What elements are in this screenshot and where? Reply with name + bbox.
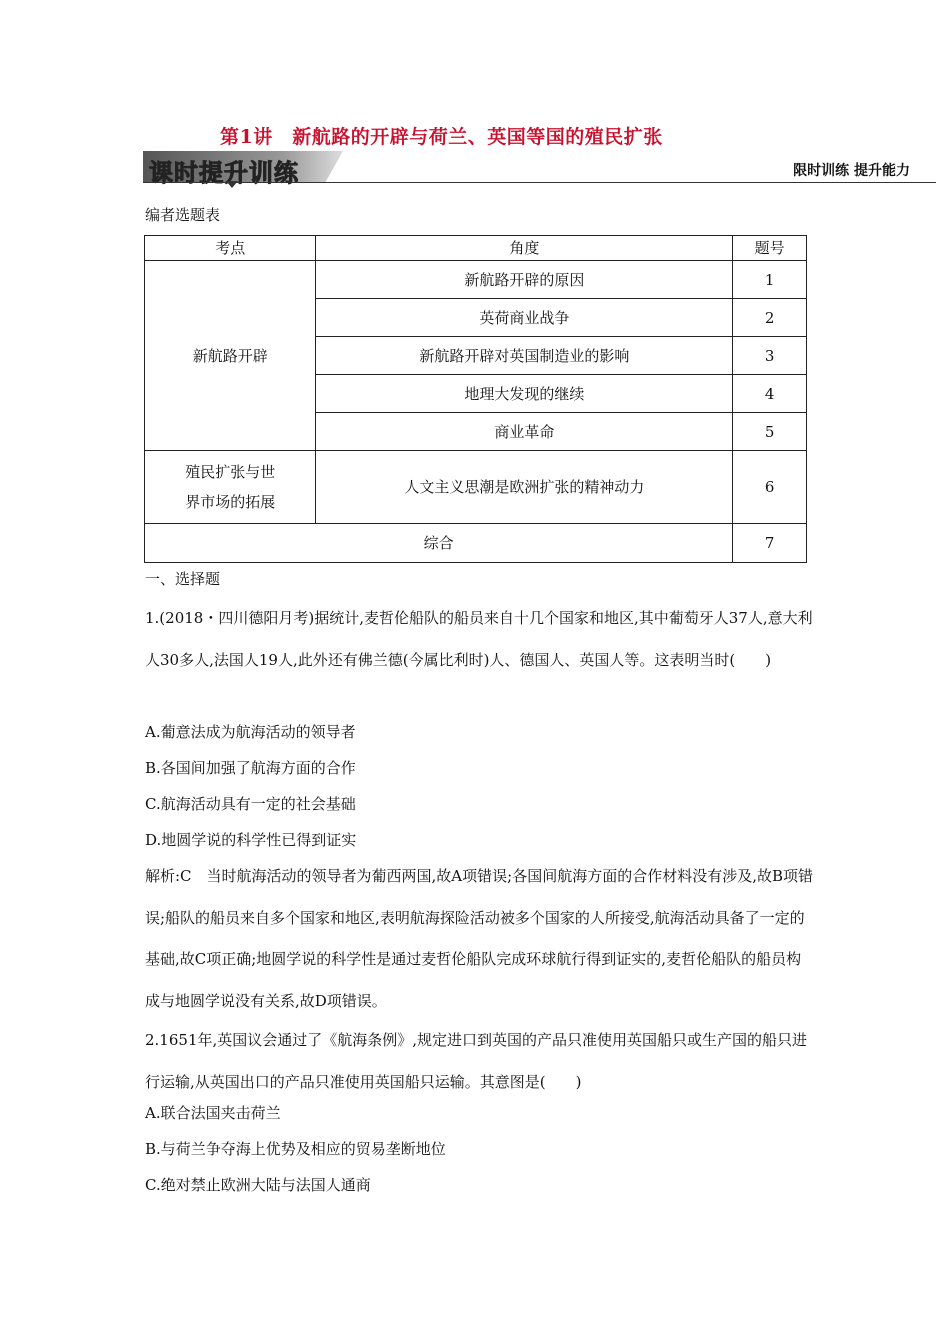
table-row <box>145 524 807 563</box>
header-rule <box>143 182 936 183</box>
topic-cell: 新航路开辟 <box>145 261 316 451</box>
topic-line: 界市场的拓展 <box>185 493 276 511</box>
header-tagline: 限时训练 提升能力 <box>793 163 910 179</box>
section-banner <box>143 151 343 185</box>
angle-cell: 英荷商业战争 <box>316 299 733 337</box>
question-2-option-b: B.与荷兰争夺海上优势及相应的贸易垄断地位 <box>145 1140 446 1158</box>
header-cell: 题号 <box>733 236 807 261</box>
section-heading: 一、选择题 <box>145 570 221 588</box>
table-row <box>145 261 807 299</box>
angle-cell: 新航路开辟的原因 <box>316 261 733 299</box>
question-2-option-a: A.联合法国夹击荷兰 <box>145 1104 281 1122</box>
question-1-option-b: B.各国间加强了航海方面的合作 <box>145 759 356 777</box>
angle-cell: 地理大发现的继续 <box>316 375 733 413</box>
angle-cell: 商业革命 <box>316 413 733 451</box>
question-2-stem: 2.1651年,英国议会通过了《航海条例》,规定进口到英国的产品只准使用英国船只或生产国的船只进行运输,从英国出口的产品只准使用英国船只运输。其意图是( ) <box>145 1031 808 1091</box>
angle-cell: 新航路开辟对英国制造业的影响 <box>316 337 733 375</box>
question-2-option-c: C.绝对禁止欧洲大陆与法国人通商 <box>145 1176 371 1194</box>
table-row <box>145 451 807 524</box>
table-header-row <box>145 236 807 261</box>
question-1-analysis: 解析:C 当时航海活动的领导者为葡西两国,故A项错误;各国间航海方面的合作材料没有涉及,故B项错误;船队的船员来自多个国家和地区,表明航海探险活动被多个国家的人所接受,航海活动具备了一定的基础,故C项正确;地圆学说的科学性是通过麦哲伦船队完成环球航行得到证实的,麦哲伦船队的船员构成与地圆学说没有关系,故D项错误。 <box>145 867 813 1010</box>
banner-label: 课时提升训练 <box>149 159 299 187</box>
number-cell: 4 <box>733 375 807 413</box>
number-cell: 5 <box>733 413 807 451</box>
selection-table <box>144 235 807 563</box>
angle-cell: 人文主义思潮是欧洲扩张的精神动力 <box>316 451 733 524</box>
topic-cell <box>145 451 316 524</box>
question-1-option-c: C.航海活动具有一定的社会基础 <box>145 795 356 813</box>
table-caption: 编者选题表 <box>145 206 221 224</box>
number-cell: 7 <box>733 524 807 563</box>
question-1-option-d: D.地圆学说的科学性已得到证实 <box>145 831 357 849</box>
question-1-stem: 1.(2018・四川德阳月考)据统计,麦哲伦船队的船员来自十几个国家和地区,其中葡萄牙人37人,意大利人30多人,法国人19人,此外还有佛兰德(今属比利时)人、德国人、英国人等。这表明当时( ) <box>145 609 813 669</box>
header-cell: 考点 <box>145 236 316 261</box>
number-cell: 2 <box>733 299 807 337</box>
topic-line: 殖民扩张与世 <box>185 463 276 481</box>
number-cell: 3 <box>733 337 807 375</box>
question-1-option-a: A.葡意法成为航海活动的领导者 <box>145 723 356 741</box>
number-cell: 6 <box>733 451 807 524</box>
lesson-title: 第1讲 新航路的开辟与荷兰、英国等国的殖民扩张 <box>220 126 663 148</box>
rule-marker <box>226 181 238 188</box>
number-cell: 1 <box>733 261 807 299</box>
header-cell: 角度 <box>316 236 733 261</box>
summary-cell: 综合 <box>145 524 733 563</box>
